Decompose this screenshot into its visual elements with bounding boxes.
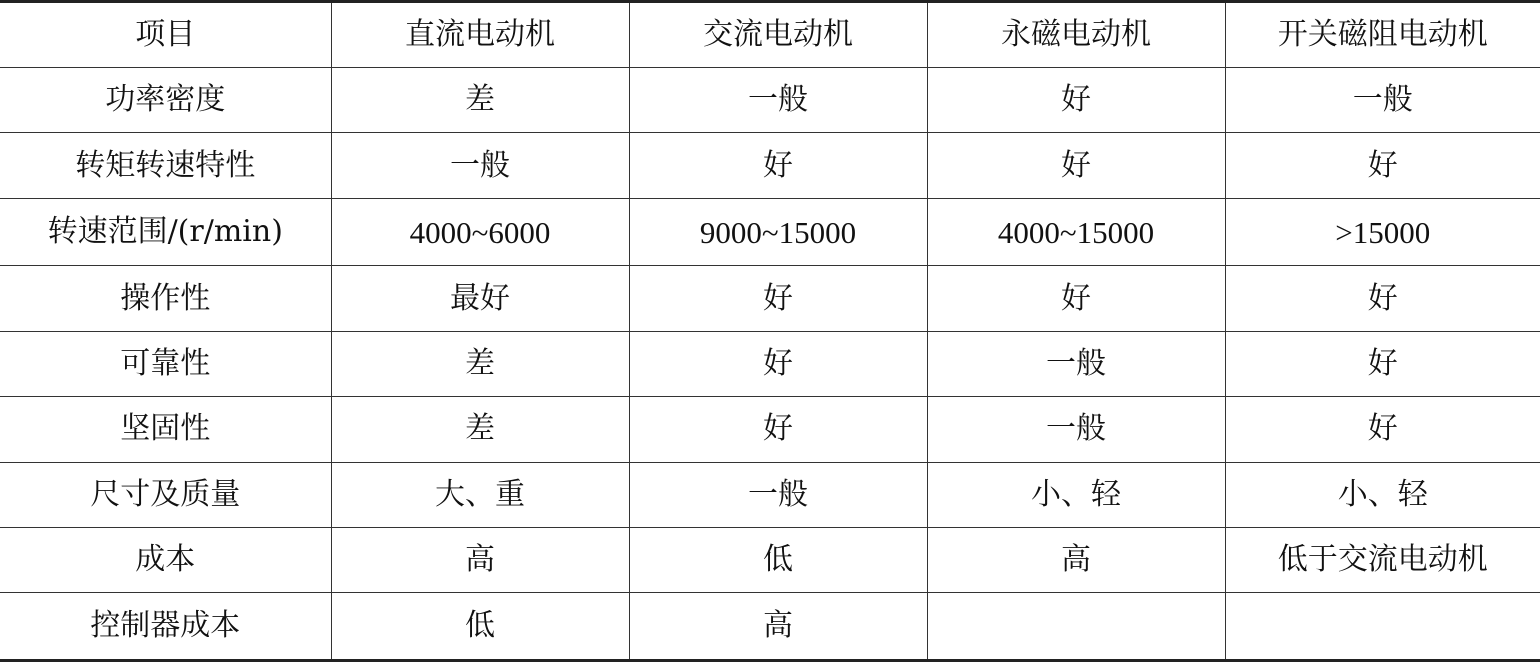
row-label: 操作性 bbox=[0, 266, 331, 331]
table-cell: 好 bbox=[629, 331, 927, 396]
table-cell: 差 bbox=[331, 68, 629, 133]
table-row bbox=[0, 397, 1540, 462]
table-cell: 低于交流电动机 bbox=[1225, 527, 1540, 592]
header-cell-ac-motor: 交流电动机 bbox=[629, 2, 927, 68]
table-cell: 一般 bbox=[629, 462, 927, 527]
table-cell: 好 bbox=[629, 397, 927, 462]
table-cell bbox=[927, 593, 1225, 661]
table-cell: 好 bbox=[629, 133, 927, 198]
row-label: 尺寸及质量 bbox=[0, 462, 331, 527]
table-cell: 高 bbox=[629, 593, 927, 661]
table-cell: 高 bbox=[331, 527, 629, 592]
table-row bbox=[0, 331, 1540, 396]
header-cell-dc-motor: 直流电动机 bbox=[331, 2, 629, 68]
row-label: 可靠性 bbox=[0, 331, 331, 396]
table-cell: 一般 bbox=[331, 133, 629, 198]
table-cell: 好 bbox=[1225, 331, 1540, 396]
table-cell: 一般 bbox=[1225, 68, 1540, 133]
table-cell: 好 bbox=[927, 68, 1225, 133]
table-cell: 低 bbox=[629, 527, 927, 592]
table-cell: 4000~6000 bbox=[331, 198, 629, 266]
table-cell: 小、轻 bbox=[927, 462, 1225, 527]
table-cell: >15000 bbox=[1225, 198, 1540, 266]
row-label: 成本 bbox=[0, 527, 331, 592]
table-cell: 好 bbox=[1225, 397, 1540, 462]
header-cell-sr-motor: 开关磁阻电动机 bbox=[1225, 2, 1540, 68]
table-cell: 9000~15000 bbox=[629, 198, 927, 266]
table-cell: 高 bbox=[927, 527, 1225, 592]
table-cell bbox=[1225, 593, 1540, 661]
header-cell-pm-motor: 永磁电动机 bbox=[927, 2, 1225, 68]
table-row bbox=[0, 198, 1540, 266]
table-row bbox=[0, 593, 1540, 661]
row-label: 坚固性 bbox=[0, 397, 331, 462]
table-cell: 差 bbox=[331, 397, 629, 462]
table-cell: 低 bbox=[331, 593, 629, 661]
table-cell: 最好 bbox=[331, 266, 629, 331]
header-row bbox=[0, 2, 1540, 68]
row-label: 控制器成本 bbox=[0, 593, 331, 661]
table-row bbox=[0, 266, 1540, 331]
row-label: 转速范围/(r/min) bbox=[0, 198, 331, 266]
table-cell: 小、轻 bbox=[1225, 462, 1540, 527]
table-cell: 差 bbox=[331, 331, 629, 396]
row-label: 功率密度 bbox=[0, 68, 331, 133]
table-row bbox=[0, 68, 1540, 133]
table-cell: 一般 bbox=[927, 397, 1225, 462]
table-cell: 好 bbox=[1225, 266, 1540, 331]
table-row bbox=[0, 133, 1540, 198]
table-cell: 大、重 bbox=[331, 462, 629, 527]
table-row bbox=[0, 462, 1540, 527]
table-cell: 好 bbox=[927, 266, 1225, 331]
header-cell-item: 项目 bbox=[135, 17, 196, 52]
table-cell: 4000~15000 bbox=[927, 198, 1225, 266]
table-cell: 一般 bbox=[629, 68, 927, 133]
table-cell: 好 bbox=[927, 133, 1225, 198]
table-cell: 好 bbox=[629, 266, 927, 331]
row-label: 转矩转速特性 bbox=[0, 133, 331, 198]
table-cell: 一般 bbox=[927, 331, 1225, 396]
table-row bbox=[0, 527, 1540, 592]
table-cell: 好 bbox=[1225, 133, 1540, 198]
